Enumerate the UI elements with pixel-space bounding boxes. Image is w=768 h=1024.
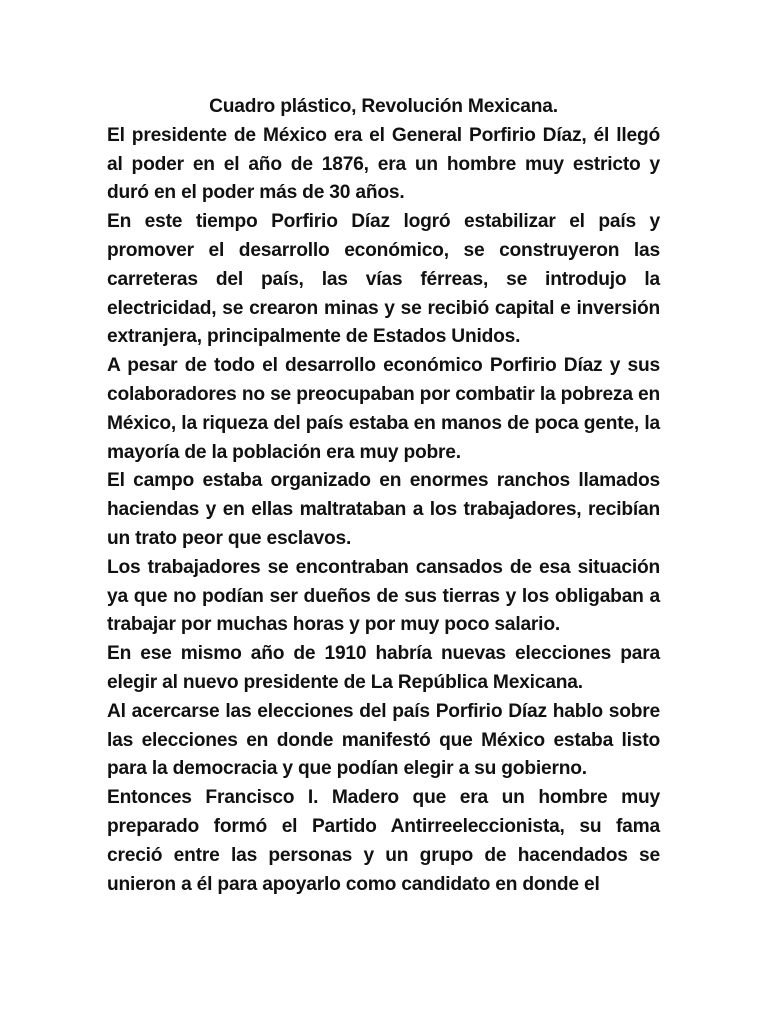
document-title: Cuadro plástico, Revolución Mexicana. [209, 96, 558, 117]
document-body [107, 93, 660, 899]
paragraph: Al acercarse las elecciones del país Porfirio Díaz hablo sobre las elecciones en donde manifestó que México estaba listo para la democracia y que podían elegir a su gobierno. [107, 700, 660, 780]
paragraph: Entonces Francisco I. Madero que era un hombre muy preparado formó el Partido Antirreeleccionista, su fama creció entre las personas y un grupo de hacendados se unieron a él para apoyarlo como candidato en donde el [107, 787, 660, 895]
paragraph: En ese mismo año de 1910 habría nuevas elecciones para elegir al nuevo presidente de La República Mexicana. [107, 643, 660, 693]
paragraph: El presidente de México era el General Porfirio Díaz, él llegó al poder en el año de 1876, era un hombre muy estricto y duró en el poder más de 30 años. [107, 124, 660, 204]
paragraph: Los trabajadores se encontraban cansados de esa situación ya que no podían ser dueños de sus tierras y los obligaban a trabajar por muchas horas y por muy poco salario. [107, 556, 660, 636]
paragraph: El campo estaba organizado en enormes ranchos llamados haciendas y en ellas maltrataban a los trabajadores, recibían un trato peor que esclavos. [107, 470, 660, 549]
paragraph: En este tiempo Porfirio Díaz logró estabilizar el país y promover el desarrollo económico, se construyeron las carreteras del país, las vías férreas, se introdujo la electricidad, se crearon minas y se recibió capital e inversión extranjera, principalmente de Estados Unidos. [107, 211, 660, 348]
paragraph: A pesar de todo el desarrollo económico Porfirio Díaz y sus colaboradores no se preocupaban por combatir la pobreza en México, la riqueza del país estaba en manos de poca gente, la mayoría de la población era muy pobre. [107, 355, 660, 463]
